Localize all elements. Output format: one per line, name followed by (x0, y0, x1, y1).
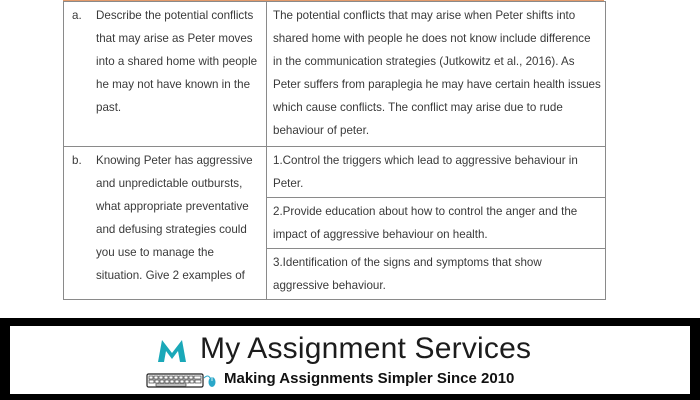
keyboard-mouse-icon (146, 372, 218, 388)
answer-cell (267, 2, 606, 147)
question-text: Describe the potential conflicts that may arise as Peter moves into a shared home with people he may not have known in the past. (96, 9, 258, 114)
table-row (64, 147, 606, 300)
answer-point: 3.Identification of the signs and symptoms that show aggressive behaviour. (267, 248, 605, 299)
brand-tagline: Making Assignments Simpler Since 2010 (224, 370, 515, 387)
table-row (64, 2, 606, 147)
brand-name: My Assignment Services (200, 332, 532, 365)
answer-point: 1.Control the triggers which lead to aggressive behaviour in Peter. (273, 154, 578, 190)
answer-point: 2.Provide education about how to control the anger and the impact of aggressive behaviour on health. (267, 197, 605, 248)
answer-cell (267, 147, 606, 300)
banner-panel (10, 326, 690, 394)
question-label: a. (72, 9, 82, 22)
brand-banner (0, 318, 700, 400)
answer-text: The potential conflicts that may arise when Peter shifts into shared home with people he does not know include difference in the communication strategies (Jutkowitz et al., 2016). As Peter suffers from paraplegia he may have certain health issues which cause conflicts. The conflict may arise due to rude behaviour of peter. (273, 9, 601, 137)
question-label: b. (72, 154, 82, 167)
m-logo-icon (156, 338, 188, 364)
question-cell (64, 147, 267, 300)
qa-table (63, 1, 606, 300)
question-cell (64, 2, 267, 147)
question-text: Knowing Peter has aggressive and unpredictable outbursts, what appropriate preventative and defusing strategies could you use to manage the situation. Give 2 examples of (96, 154, 253, 282)
